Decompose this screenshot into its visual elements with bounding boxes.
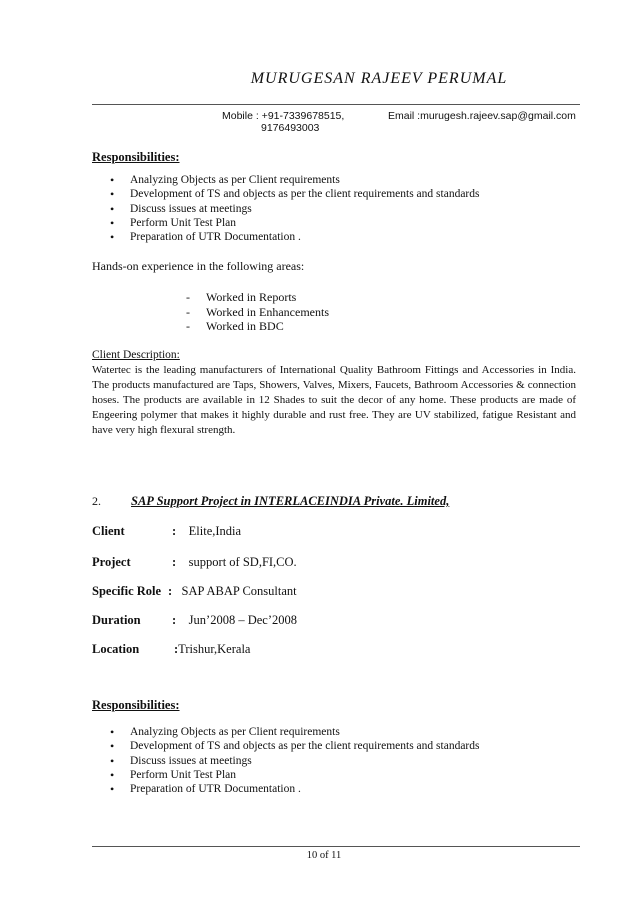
responsibilities-list-2 [110,725,479,796]
list-item: • Analyzing Objects as per Client requirements [110,725,479,739]
client-description: Watertec is the leading manufacturers of International Quality Bathroom Fittings and Accessories in India. The products manufactured are Taps, Showers, Valves, Mixers, Faucets, Bathroom Accessories & connection hoses. The products are available in 12 Shades to suit the decor of any home. These products are made of Engeering polymer that makes it highly durable and rust free. They are UV stabilized, fatigue Resistant and have very high flexural strength. [92,364,576,436]
handson-intro: Hands-on experience in the following areas: [92,259,305,273]
colon: : [172,613,177,627]
project-title: SAP Support Project in INTERLACEINDIA Private. Limited, [131,494,450,508]
colon: : [174,642,179,656]
list-item: • Discuss issues at meetings [110,202,479,216]
colon: : [168,584,173,598]
location-value: Trishur,Kerala [178,642,251,656]
responsibilities-heading-2: Responsibilities: [92,698,180,712]
role-label: Specific Role [92,584,162,598]
responsibilities-heading-1: Responsibilities: [92,150,180,164]
project-label: Project [92,555,131,569]
client-label: Client [92,524,125,538]
header-divider [92,104,580,105]
list-item: • Preparation of UTR Documentation . [110,230,479,244]
project-value: support of SD,FI,CO. [188,555,297,569]
responsibilities-list-1 [110,173,479,244]
phone-line-1: Mobile : +91-7339678515, [222,110,345,122]
project-number: 2. [92,494,101,508]
list-item: • Development of TS and objects as per the client requirements and standards [110,187,479,201]
handson-list [186,290,329,334]
list-item: - Worked in BDC [186,319,329,334]
client-value: Elite,India [188,524,242,538]
resume-name: MURUGESAN RAJEEV PERUMAL [250,70,508,87]
list-item: - Worked in Enhancements [186,305,329,320]
client-description-title: Client Description: [92,349,180,361]
duration-label: Duration [92,613,141,627]
duration-row [92,613,297,628]
footer-divider [92,846,580,847]
phone-line-2: 9176493003 [261,122,320,134]
role-row [92,584,297,599]
page-number: 10 of 11 [306,850,342,861]
list-item: - Worked in Reports [186,290,329,305]
contact-phone [222,110,382,134]
project-row [92,555,297,570]
location-label: Location [92,642,140,656]
list-item: • Perform Unit Test Plan [110,216,479,230]
duration-value: Jun’2008 – Dec’2008 [188,613,297,627]
list-item: • Preparation of UTR Documentation . [110,782,479,796]
list-item: • Perform Unit Test Plan [110,768,479,782]
colon: : [172,555,177,569]
list-item: • Development of TS and objects as per the client requirements and standards [110,739,479,753]
list-item: • Discuss issues at meetings [110,754,479,768]
client-row [92,524,241,539]
role-value: SAP ABAP Consultant [181,584,297,598]
colon: : [172,524,177,538]
location-row [92,642,250,657]
contact-email: Email :murugesh.rajeev.sap@gmail.com [388,110,576,122]
list-item: • Analyzing Objects as per Client requirements [110,173,479,187]
